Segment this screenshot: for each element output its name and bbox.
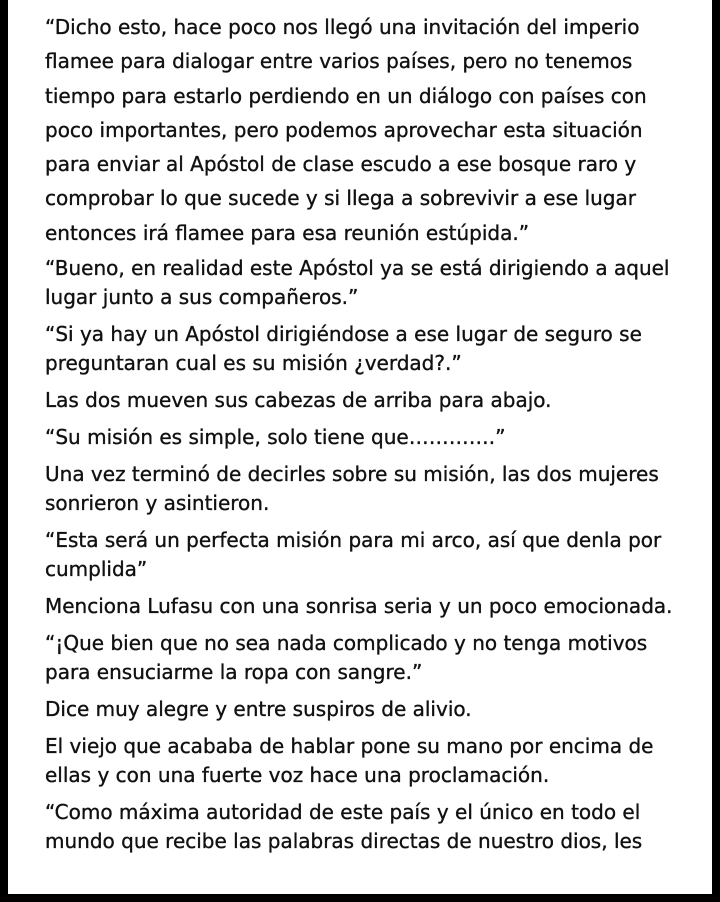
paragraph-12: “Como máxima autoridad de este país y el único en todo el mundo que recibe las palabras directas de nuestro dios, les	[45, 800, 643, 854]
paragraph-4: Las dos mueven sus cabezas de arriba para abajo.	[45, 388, 552, 413]
paragraph-6: Una vez terminó de decirles sobre su misión, las dos mujeres sonrieron y asintieron.	[45, 462, 659, 516]
paragraph-10: Dice muy alegre y entre suspiros de alivio.	[45, 697, 472, 722]
paragraph-2: “Bueno, en realidad este Apóstol ya se está dirigiendo a aquel lugar junto a sus compañeros.”	[45, 256, 670, 310]
paragraph-3: “Si ya hay un Apóstol dirigiéndose a ese lugar de seguro se preguntaran cual es su misión ¿verdad?.”	[45, 322, 642, 376]
paragraph-5: “Su misión es simple, solo tiene que………….”	[45, 425, 506, 450]
paragraph-11: El viejo que acababa de hablar pone su mano por encima de ellas y con una fuerte voz hace una proclamación.	[45, 734, 654, 788]
paragraph-1: “Dicho esto, hace poco nos llegó una invitación del imperio flamee para dialogar entre varios países, pero no tenemos tiempo para estarlo perdiendo en un diálogo con países con poco importantes, pero podemos aprovechar esta situación para enviar al Apóstol de clase escudo a ese bosque raro y comprobar lo que sucede y si llega a sobrevivir a ese lugar entonces irá flamee para esa reunión estúpida.”	[45, 15, 647, 245]
paragraph-7: “Esta será un perfecta misión para mi arco, así que denla por cumplida”	[45, 528, 662, 582]
document-text	[45, 10, 685, 856]
paragraph-8: Menciona Lufasu con una sonrisa seria y un poco emocionada.	[45, 594, 673, 619]
paragraph-9: “¡Que bien que no sea nada complicado y no tenga motivos para ensuciarme la ropa con sangre.”	[45, 631, 648, 685]
document-page	[8, 0, 712, 894]
